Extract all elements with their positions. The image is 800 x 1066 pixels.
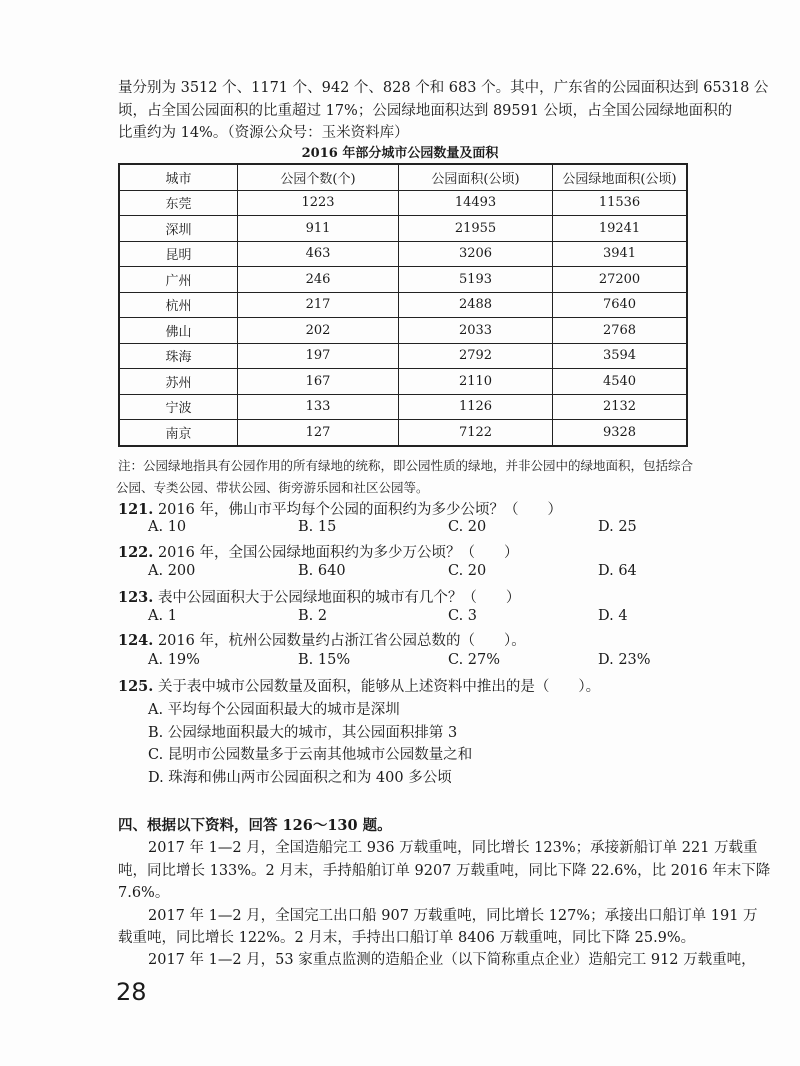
table-cell: 深圳 [119,216,238,242]
intro-line: 比重约为 14%。（资源公众号：玉米资料库） [118,125,409,141]
answer-option: B. 公园绿地面积最大的城市，其公园面积排第 3 [148,724,458,741]
paragraph-line: 2017 年 1—2 月，全国完工出口船 907 万载重吨，同比增长 127%；承接出口船订单 191 万 [148,908,758,924]
section-title: 四、根据以下资料，回答 126～130 题。 [118,817,392,834]
table-cell: 昆明 [119,241,238,267]
table-cell: 911 [238,216,399,242]
column-header: 公园个数(个) [238,164,399,190]
table-cell: 4540 [553,369,688,395]
question-text: 2016 年，全国公园绿地面积约为多少万公顷？（ ） [157,545,519,561]
answer-option: A. 1 [148,608,177,624]
answer-option: A. 平均每个公园面积最大的城市是深圳 [148,702,400,718]
paragraph-line: 2017 年 1—2 月，53 家重点监测的造船企业（以下简称重点企业）造船完工 912 万载重吨， [148,952,756,968]
table-cell: 2132 [553,394,688,420]
table-cell: 东莞 [119,190,238,216]
table-cell: 2768 [553,318,688,344]
question [118,541,518,562]
question-text: 关于表中城市公园数量及面积，能够从上述资料中推出的是（ ）。 [157,679,601,695]
question-text: 2016 年，佛山市平均每个公园的面积约为多少公顷？（ ） [157,502,562,518]
table-cell: 2110 [399,369,553,395]
question-text: 表中公园面积大于公园绿地面积的城市有几个？（ ） [157,590,521,606]
table-cell: 1223 [238,190,399,216]
table-cell: 苏州 [119,369,238,395]
table-row [119,369,687,395]
table-cell: 27200 [553,267,688,293]
question-text: 2016 年，杭州公园数量约占浙江省公园总数的（ ）。 [157,633,526,649]
answer-option: B. 15 [298,519,337,535]
table-row [119,394,687,420]
table-header-row [119,164,687,190]
table-cell: 7122 [399,420,553,446]
table-cell: 2792 [399,343,553,369]
table-cell: 9328 [553,420,688,446]
table-row [119,318,687,344]
answer-option: B. 15% [298,652,351,668]
table-note: 注：公园绿地指具有公园作用的所有绿地的统称，即公园性质的绿地，并非公园中的绿地面积，包括综合 [118,458,694,473]
column-header: 城市 [119,164,238,190]
answer-option: C. 3 [448,608,478,624]
answer-option: D. 23% [598,652,651,668]
question [118,498,562,519]
table-cell: 14493 [399,190,553,216]
answer-option: C. 20 [448,519,487,535]
table-cell: 3594 [553,343,688,369]
table-cell: 11536 [553,190,688,216]
table-row [119,343,687,369]
table-row [119,292,687,318]
table-cell: 珠海 [119,343,238,369]
table-cell: 2488 [399,292,553,318]
table-cell: 197 [238,343,399,369]
answer-option: D. 珠海和佛山两市公园面积之和为 400 多公顷 [148,769,452,786]
table-cell: 7640 [553,292,688,318]
paragraph-line: 2017 年 1—2 月，全国造船完工 936 万载重吨，同比增长 123%；承接新船订单 221 万载重 [148,840,758,856]
table-cell: 南京 [119,420,238,446]
question-number: 122. [118,544,154,561]
answer-option: D. 25 [598,519,637,535]
table-cell: 5193 [399,267,553,293]
table-cell: 19241 [553,216,688,242]
answer-option: A. 10 [148,519,187,535]
paragraph-line: 吨，同比增长 133%。2 月末，手持船舶订单 9207 万载重吨，同比下降 22.6%，比 2016 年末下降 [118,863,771,879]
question-number: 121. [118,501,154,518]
table-cell: 宁波 [119,394,238,420]
table-cell: 463 [238,241,399,267]
page-number: 28 [116,978,147,1006]
question [118,629,526,650]
table-cell: 127 [238,420,399,446]
table-row [119,420,687,446]
question-number: 123. [118,589,154,606]
answer-option: C. 27% [448,652,501,668]
table-cell: 202 [238,318,399,344]
paragraph-line: 7.6%。 [118,885,170,901]
question-number: 124. [118,632,154,649]
table-title: 2016 年部分城市公园数量及面积 [301,146,499,161]
table-cell: 3206 [399,241,553,267]
answer-option: A. 200 [148,563,196,579]
park-table [118,163,688,447]
answer-option: C. 20 [448,563,487,579]
table-cell: 3941 [553,241,688,267]
paragraph-line: 载重吨，同比增长 122%。2 月末，手持出口船订单 8406 万载重吨，同比下降 25.9%。 [118,930,696,946]
table-cell: 杭州 [119,292,238,318]
column-header: 公园绿地面积(公顷) [553,164,688,190]
table-cell: 133 [238,394,399,420]
table-cell: 246 [238,267,399,293]
table-row [119,190,687,216]
table-cell: 2033 [399,318,553,344]
intro-line: 量分别为 3512 个、1171 个、942 个、828 个和 683 个。其中，广东省的公园面积达到 65318 公 [118,80,769,96]
intro-line: 顷，占全国公园面积的比重超过 17%；公园绿地面积达到 89591 公顷，占全国公园绿地面积的 [118,103,733,119]
table-cell: 167 [238,369,399,395]
answer-option: A. 19% [148,652,200,668]
answer-option: D. 64 [598,563,637,579]
table-cell: 21955 [399,216,553,242]
column-header: 公园面积(公顷) [399,164,553,190]
table-cell: 佛山 [119,318,238,344]
question [118,675,600,696]
answer-option: D. 4 [598,608,628,624]
question-number: 125. [118,678,154,695]
answer-option: B. 640 [298,563,346,579]
table-row [119,216,687,242]
table-row [119,267,687,293]
table-cell: 217 [238,292,399,318]
question [118,586,520,607]
table-cell: 1126 [399,394,553,420]
answer-option: C. 昆明市公园数量多于云南其他城市公园数量之和 [148,747,473,763]
table-cell: 广州 [119,267,238,293]
answer-option: B. 2 [298,608,328,624]
table-note: 公园、专类公园、带状公园、街旁游乐园和社区公园等。 [116,480,429,495]
table-row [119,241,687,267]
